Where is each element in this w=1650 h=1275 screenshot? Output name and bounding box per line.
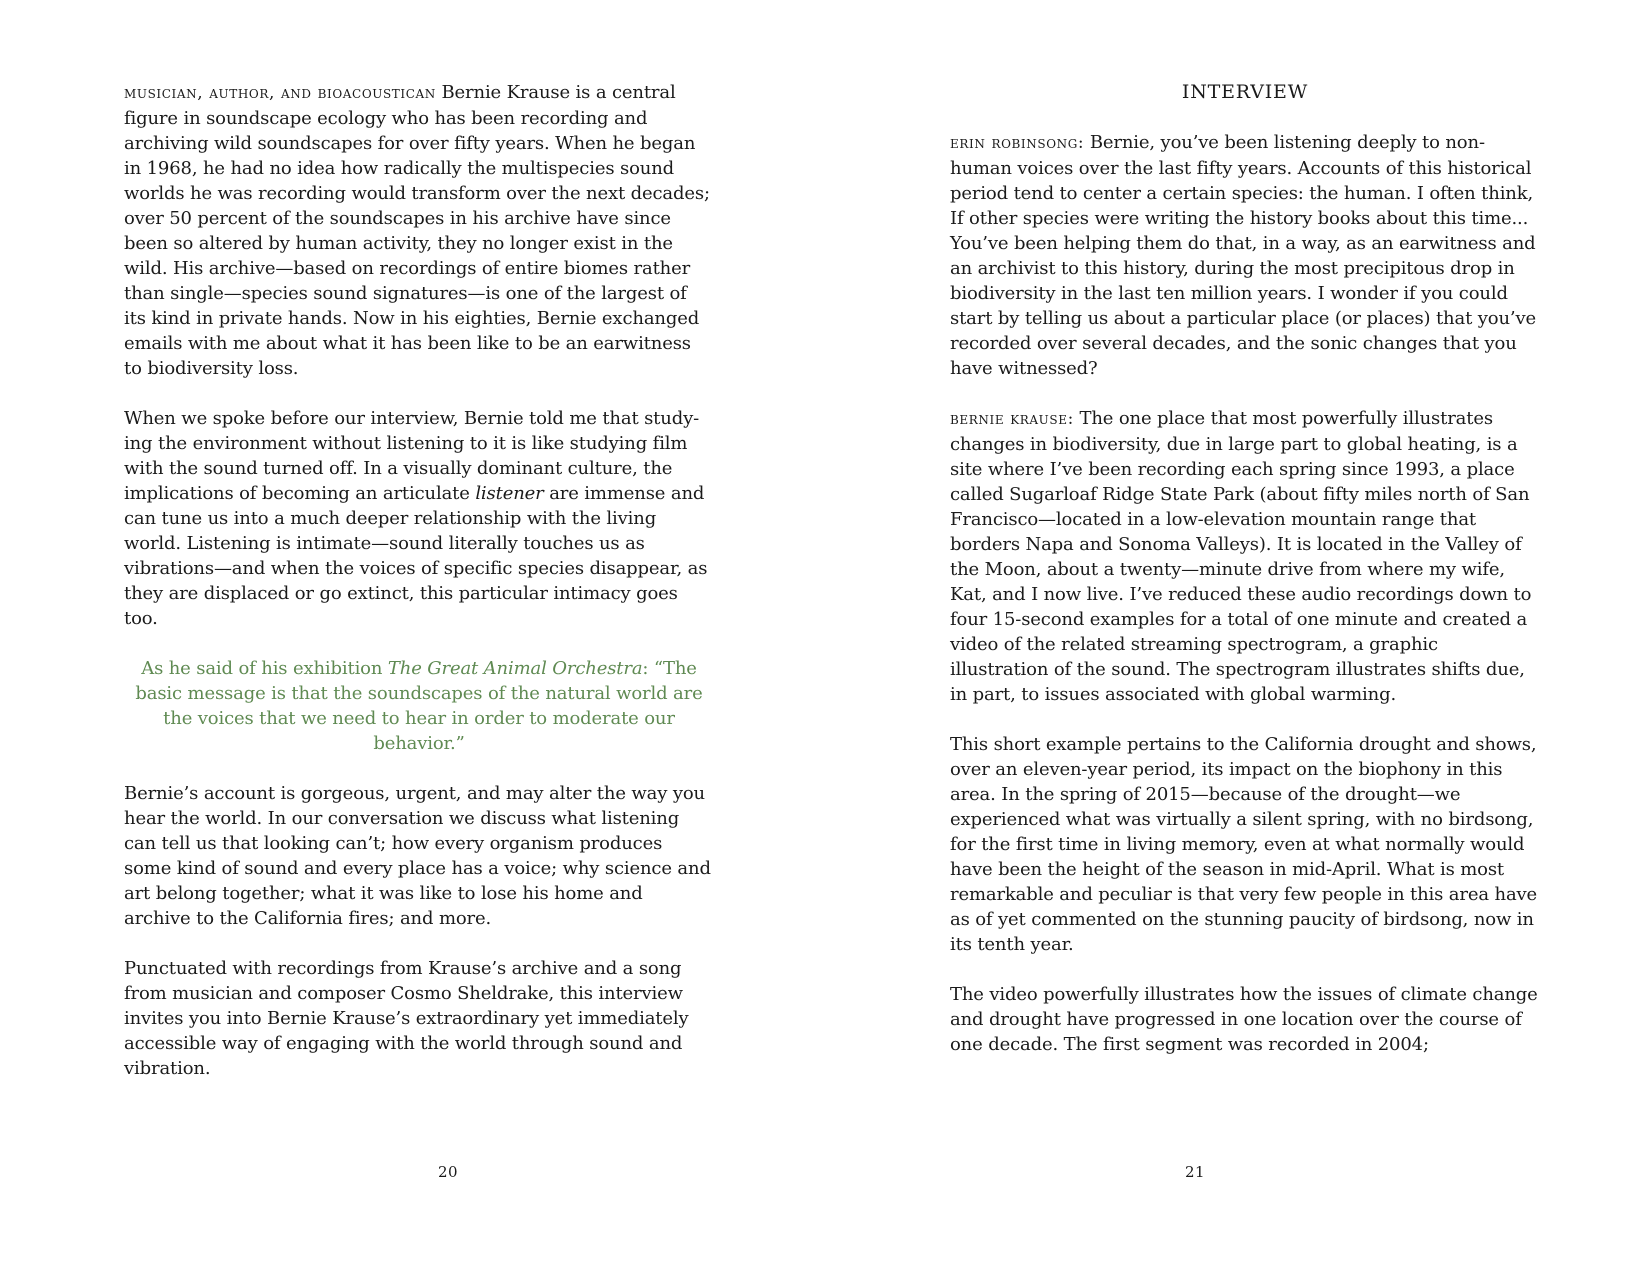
section-heading: INTERVIEW	[1181, 81, 1309, 103]
intro-lead-in: musician, author, and bioacoustican	[124, 83, 436, 103]
question-text: Bernie, you’ve been listening deeply to non-human voices over the last fifty years. Accounts of this historical period tend to center a certain species: the human. I often think, If other species were writing the history books about this time... You’ve been helping them do that, in a way, as an earwitness and an archivist to this history, during the most precipitous drop in biodiversity in the last ten million years. I wonder if you could start by telling us about a particular place (or places) that you’ve recorded over several decades, and the sonic changes that you have witnessed?	[950, 132, 1536, 379]
question-paragraph	[950, 130, 1540, 381]
drought-paragraph: This short example pertains to the California drought and shows, over an eleven-year period, its impact on the biophony in this area. In the spring of 2015—because of the drought—we experienced what was virtually a silent spring, with no birdsong, for the first time in living memory, even at what normally would have been the height of the season in mid-April. What is most remarkable and peculiar is that very few people in this area have as of yet commented on the stunning paucity of birdsong, now in its tenth year.	[950, 734, 1538, 955]
pull-quote-before: As he said of his exhibition	[141, 658, 388, 679]
summary-paragraph: Bernie’s account is gorgeous, urgent, and may alter the way you hear the world. In our conversation we discuss what listening can tell us that looking can’t; how every organism produces some kind of sound and every place has a voice; why science and art belong together; what it was like to lose his home and archive to the California fires; and more.	[124, 783, 711, 929]
interviewee-name: bernie krause:	[950, 409, 1074, 429]
page-number-left: 20	[438, 1163, 459, 1181]
page-number-right: 21	[1185, 1163, 1206, 1181]
answer-paragraph	[950, 406, 1540, 707]
interviewer-name: erin robinsong:	[950, 133, 1085, 153]
pull-quote	[124, 656, 714, 756]
pull-quote-title: The Great Animal Orchestra	[387, 658, 643, 679]
video-paragraph: The video powerfully illustrates how the issues of climate change and drought have progressed in one location over the course of one decade. The first segment was recorded in 2004;	[950, 984, 1538, 1055]
context-emphasis: listener	[475, 483, 544, 504]
right-text-column	[950, 80, 1540, 1082]
answer-text: The one place that most powerfully illustrates changes in biodiversity, due in large part to global heating, is a site where I’ve been recording each spring since 1993, a place called Sugarloaf Ridge State Park (about fifty miles north of San Francisco—located in a low-elevation mountain range that borders Napa and Sonoma Valleys). It is located in the Valley of the Moon, about a twenty—minute drive from where my wife, Kat, and I now live. I’ve reduced these audio recordings down to four 15-second examples for a total of one minute and created a video of the related streaming spectrogram, a graphic illustration of the sound. The spectrogram illustrates shifts due, in part, to issues associated with global warming.	[950, 408, 1532, 705]
context-text-after: are immense and can tune us into a much deeper relationship with the living world. Listening is intimate—sound literally touches us as vibrations—and when the voices of specific species disappear, as they are displaced or go extinct, this particular intimacy goes too.	[124, 483, 708, 629]
context-paragraph	[124, 406, 714, 631]
pull-quote-after: : “The basic message is that the soundscapes of the natural world are the voices that we need to hear in order to moderate our behavior.”	[135, 658, 703, 754]
intro-paragraph	[124, 80, 714, 381]
right-page	[825, 0, 1650, 1275]
closing-paragraph: Punctuated with recordings from Krause’s archive and a song from musician and composer Cosmo Sheldrake, this interview invites you into Bernie Krause’s extraordinary yet immediately accessible way of engaging with the world through sound and vibration.	[124, 958, 689, 1079]
intro-text: Bernie Krause is a central figure in soundscape ecology who has been recording and archiving wild soundscapes for over fifty years. When he began in 1968, he had no idea how radically the multispecies sound worlds he was recording would transform over the next decades; over 50 percent of the soundscapes in his archive have since been so altered by human activity, they no longer exist in the wild. His archive—based on recordings of entire biomes rather than single—species sound signatures—is one of the largest of its kind in private hands. Now in his eighties, Bernie exchanged emails with me about what it has been like to be an earwitness to biodiversity loss.	[124, 82, 710, 379]
left-text-column	[124, 80, 714, 1106]
context-text-before: When we spoke before our interview, Bernie told me that studying the environment without listening to it is like studying film with the sound turned off. In a visually dominant culture, the implications of becoming an articulate	[124, 408, 700, 504]
